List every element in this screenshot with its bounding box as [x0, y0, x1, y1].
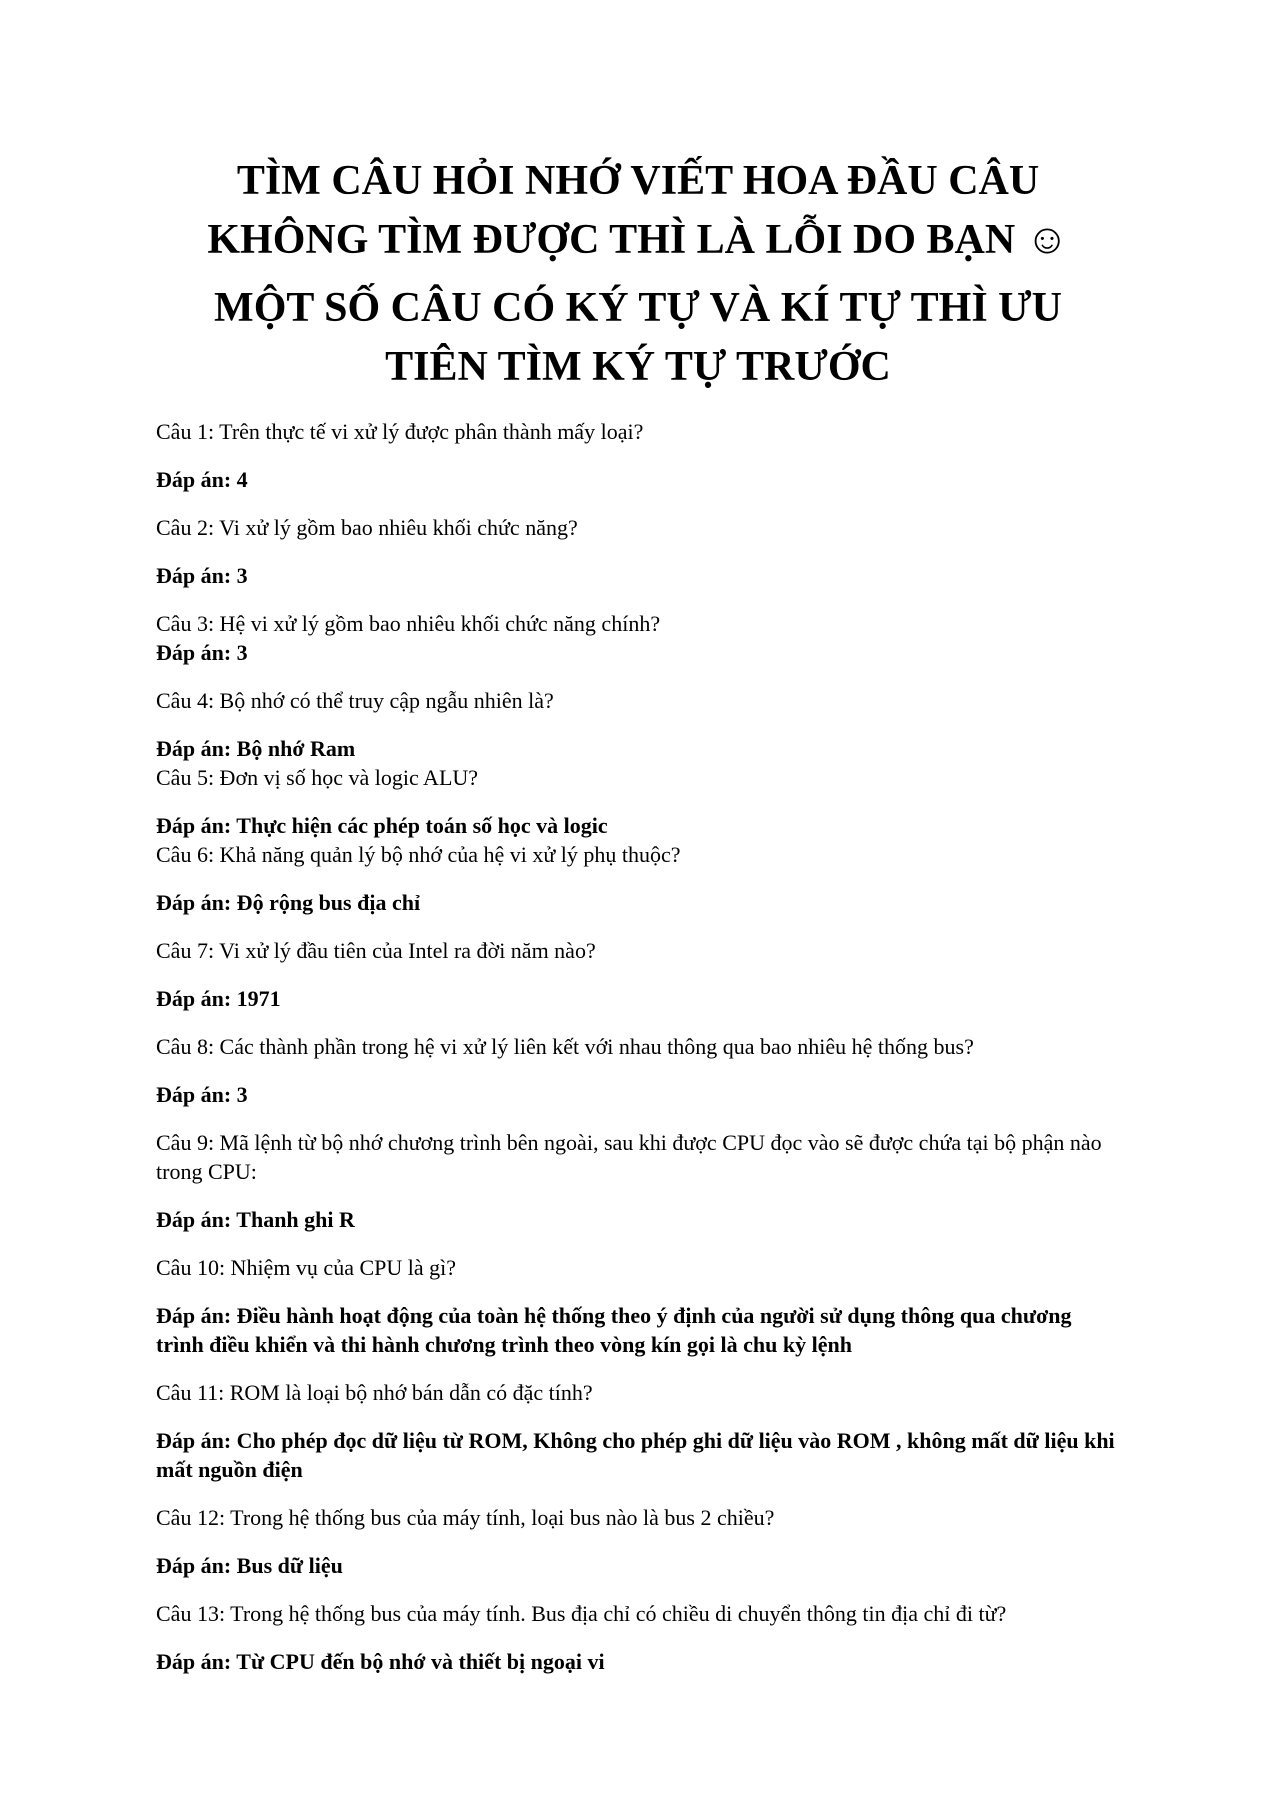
question-text: Câu 11: ROM là loại bộ nhớ bán dẫn có đặc tính? — [156, 1380, 593, 1405]
question-text: Câu 3: Hệ vi xử lý gồm bao nhiêu khối chức năng chính? — [156, 611, 661, 636]
question-text: Câu 9: Mã lệnh từ bộ nhớ chương trình bên ngoài, sau khi được CPU đọc vào sẽ được chứa tại bộ phận nào trong CPU: — [156, 1130, 1102, 1184]
question-text: Câu 6: Khả năng quản lý bộ nhớ của hệ vi xử lý phụ thuộc? — [156, 842, 681, 867]
title-line: KHÔNG TÌM ĐƯỢC THÌ LÀ LỖI DO BẠN ☺ — [207, 217, 1069, 263]
question-text: Câu 13: Trong hệ thống bus của máy tính. Bus địa chỉ có chiều di chuyển thông tin địa chỉ đi từ? — [156, 1601, 1007, 1626]
answer-text: Đáp án: Độ rộng bus địa chỉ — [156, 890, 421, 915]
answer-text: Đáp án: 1971 — [156, 986, 281, 1011]
answer-text: Đáp án: 3 — [156, 563, 248, 588]
answer-text: Đáp án: Bộ nhớ Ram — [156, 736, 356, 761]
answer-text: Đáp án: Thực hiện các phép toán số học và logic — [156, 813, 608, 838]
question-text: Câu 5: Đơn vị số học và logic ALU? — [156, 765, 479, 790]
title-line: TÌM CÂU HỎI NHỚ VIẾT HOA ĐẦU CÂU — [236, 158, 1040, 204]
question-text: Câu 7: Vi xử lý đầu tiên của Intel ra đời năm nào? — [156, 938, 596, 963]
question-text: Câu 1: Trên thực tế vi xử lý được phân thành mấy loại? — [156, 419, 644, 444]
question-text: Câu 8: Các thành phần trong hệ vi xử lý liên kết với nhau thông qua bao nhiêu hệ thống bus? — [156, 1034, 974, 1059]
title-line: TIÊN TÌM KÝ TỰ TRƯỚC — [385, 344, 891, 390]
title-line: MỘT SỐ CÂU CÓ KÝ TỰ VÀ KÍ TỰ THÌ ƯU — [214, 285, 1062, 331]
answer-text: Đáp án: Từ CPU đến bộ nhớ và thiết bị ngoại vi — [156, 1649, 605, 1674]
answer-text: Đáp án: 4 — [156, 467, 248, 492]
question-text: Câu 12: Trong hệ thống bus của máy tính, loại bus nào là bus 2 chiều? — [156, 1505, 775, 1530]
page-title — [156, 152, 1120, 270]
page-subtitle — [156, 279, 1120, 397]
answer-text: Đáp án: Điều hành hoạt động của toàn hệ thống theo ý định của người sử dụng thông qua chương trình điều khiển và thi hành chương trình theo vòng kín gọi là chu kỳ lệnh — [156, 1303, 1072, 1357]
qa-list — [156, 417, 1120, 1676]
question-text: Câu 2: Vi xử lý gồm bao nhiêu khối chức năng? — [156, 515, 578, 540]
answer-text: Đáp án: 3 — [156, 640, 248, 665]
answer-text: Đáp án: Bus dữ liệu — [156, 1553, 343, 1578]
question-text: Câu 10: Nhiệm vụ của CPU là gì? — [156, 1255, 457, 1280]
answer-text: Đáp án: 3 — [156, 1082, 248, 1107]
question-text: Câu 4: Bộ nhớ có thể truy cập ngẫu nhiên là? — [156, 688, 554, 713]
answer-text: Đáp án: Thanh ghi R — [156, 1207, 355, 1232]
answer-text: Đáp án: Cho phép đọc dữ liệu từ ROM, Không cho phép ghi dữ liệu vào ROM , không mất dữ liệu khi mất nguồn điện — [156, 1428, 1115, 1482]
